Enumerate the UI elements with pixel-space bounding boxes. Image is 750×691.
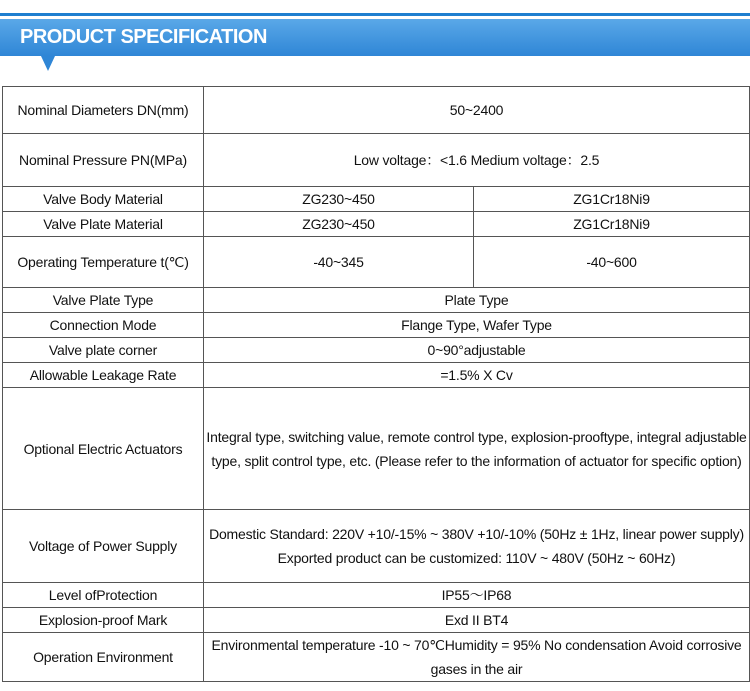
table-row	[3, 608, 750, 633]
row-value-carbon-steel: ZG230~450	[204, 212, 474, 237]
table-row	[3, 288, 750, 313]
row-label: Operating Temperature t(℃)	[3, 237, 204, 288]
row-label: Allowable Leakage Rate	[3, 363, 204, 388]
table-row	[3, 363, 750, 388]
table-row	[3, 187, 750, 212]
spec-table	[2, 86, 750, 682]
row-value: Low voltage：<1.6 Medium voltage：2.5	[204, 134, 750, 187]
table-row	[3, 134, 750, 187]
row-label: Optional Electric Actuators	[3, 388, 204, 510]
row-value: IP55～IP68	[204, 583, 750, 608]
row-value: =1.5% X Cv	[204, 363, 750, 388]
banner-pointer-icon	[41, 56, 55, 71]
row-label: Explosion-proof Mark	[3, 608, 204, 633]
row-value-carbon-steel: -40~345	[204, 237, 474, 288]
row-value: Flange Type, Wafer Type	[204, 313, 750, 338]
table-row	[3, 510, 750, 583]
row-value: 0~90°adjustable	[204, 338, 750, 363]
row-label: Valve Plate Material	[3, 212, 204, 237]
table-row	[3, 212, 750, 237]
row-value: Integral type, switching value, remote control type, explosion-prooftype, integral adjustable type, split control type, etc. (Please refer to the information of actuator for specific option)	[204, 388, 750, 510]
table-row	[3, 313, 750, 338]
row-label: Level ofProtection	[3, 583, 204, 608]
row-value: Domestic Standard: 220V +10/-15% ~ 380V +10/-10% (50Hz ± 1Hz, linear power supply) Exported product can be customized: 110V ~ 480V (50Hz ~ 60Hz)	[204, 510, 750, 583]
row-label: Nominal Diameters DN(mm)	[3, 87, 204, 134]
row-value: Exd II BT4	[204, 608, 750, 633]
row-value-stainless-steel: -40~600	[474, 237, 750, 288]
row-value: 50~2400	[204, 87, 750, 134]
table-row	[3, 388, 750, 510]
row-label: Operation Environment	[3, 633, 204, 682]
row-label: Valve Plate Type	[3, 288, 204, 313]
table-row	[3, 633, 750, 682]
section-header	[0, 0, 750, 58]
row-value: Plate Type	[204, 288, 750, 313]
row-value: Environmental temperature -10 ~ 70℃Humidity = 95% No condensation Avoid corrosive gases in the air	[204, 633, 750, 682]
table-row	[3, 583, 750, 608]
section-title: PRODUCT SPECIFICATION	[20, 26, 267, 48]
table-row	[3, 87, 750, 134]
table-row	[3, 338, 750, 363]
table-row	[3, 237, 750, 288]
row-value-carbon-steel: ZG230~450	[204, 187, 474, 212]
row-label: Valve plate corner	[3, 338, 204, 363]
header-top-line	[0, 13, 750, 16]
row-label: Voltage of Power Supply	[3, 510, 204, 583]
row-value-stainless-steel: ZG1Cr18Ni9	[474, 212, 750, 237]
row-label: Valve Body Material	[3, 187, 204, 212]
row-label: Nominal Pressure PN(MPa)	[3, 134, 204, 187]
row-value-stainless-steel: ZG1Cr18Ni9	[474, 187, 750, 212]
row-label: Connection Mode	[3, 313, 204, 338]
